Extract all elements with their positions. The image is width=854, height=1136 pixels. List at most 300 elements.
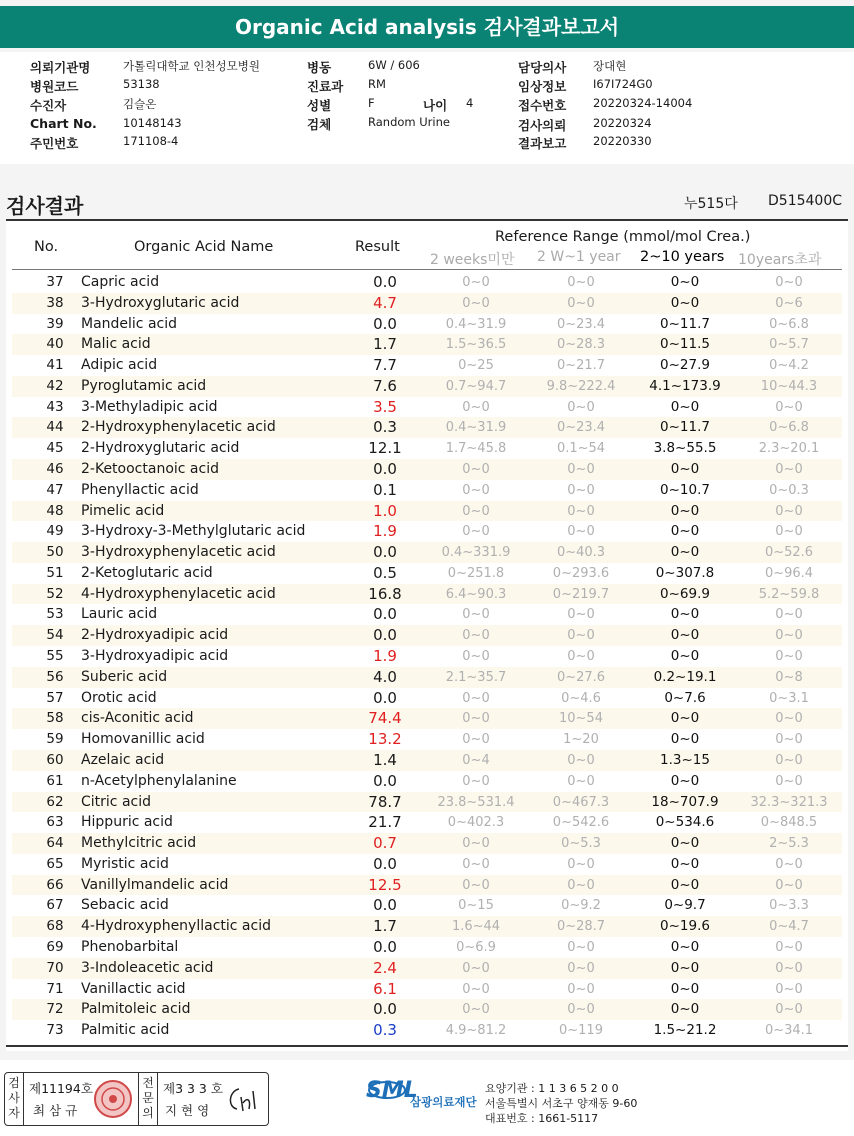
ref-range-over-10y: 0~0	[775, 773, 803, 789]
ref-range-2w-to-1y: 0~293.6	[552, 565, 610, 581]
ref-range-2w-to-1y: 0~542.6	[552, 815, 610, 831]
table-row	[12, 792, 842, 813]
ref-range-over-10y: 0~52.6	[764, 545, 814, 561]
ref-range-over-10y: 0~0	[775, 524, 803, 540]
ref-range-under-2-weeks: 23.8~531.4	[437, 794, 515, 810]
acid-name: cis-Aconitic acid	[81, 710, 194, 727]
table-row	[12, 584, 842, 605]
ref-range-2w-to-1y: 0~119	[559, 1023, 603, 1039]
col-no-header: No.	[34, 239, 59, 255]
ref-range-under-2-weeks: 0~0	[462, 482, 490, 498]
ref-range-2w-to-1y: 0~0	[567, 1002, 595, 1018]
result-value: 0.0	[373, 896, 397, 915]
nuga-code: 누515다	[684, 196, 738, 212]
department-value: RM	[368, 77, 386, 91]
result-value: 0.0	[373, 854, 397, 873]
row-number: 67	[46, 897, 64, 914]
ref-range-2w-to-1y: 0~0	[567, 773, 595, 789]
row-number: 37	[46, 274, 64, 290]
row-number: 73	[46, 1022, 64, 1039]
ref-range-under-2-weeks: 1.7~45.8	[445, 441, 507, 457]
table-row	[12, 771, 842, 792]
ref-range-under-2-weeks: 0~0	[462, 732, 490, 748]
ref-range-2-to-10y: 0~11.7	[660, 419, 710, 436]
acid-name: 2-Hydroxyadipic acid	[81, 627, 229, 644]
ref-range-2w-to-1y: 0~5.3	[561, 836, 601, 852]
age-label: 나이	[423, 98, 448, 113]
results-title: 검사결과	[6, 194, 84, 218]
ref-range-under-2-weeks: 0~0	[462, 836, 490, 852]
ref-range-2w-to-1y: 0~28.3	[556, 337, 606, 353]
header-rule	[12, 269, 842, 270]
chart-no-label: Chart No.	[30, 116, 97, 131]
ref-range-under-2-weeks: 0~0	[462, 524, 490, 540]
ref-range-2w-to-1y: 0~28.7	[556, 919, 606, 935]
ref-range-under-2-weeks: 0.7~94.7	[445, 378, 507, 394]
ref-range-2-to-10y: 0~0	[670, 855, 700, 872]
ref-range-2w-to-1y: 0~0	[567, 462, 595, 478]
ref-range-2-to-10y: 0~0	[670, 980, 700, 997]
department-label: 진료과	[307, 79, 344, 94]
acid-name: 4-Hydroxyphenyllactic acid	[81, 918, 271, 935]
ref-range-2-to-10y: 0~0	[670, 294, 700, 311]
acid-name: Vanillactic acid	[81, 980, 186, 997]
doctor-value: 장대현	[593, 59, 627, 73]
result-value: 0.3	[373, 418, 397, 437]
col-name-header: Organic Acid Name	[134, 239, 274, 255]
signature-box	[4, 1072, 269, 1126]
ref-range-over-10y: 0~0	[775, 732, 803, 748]
result-value: 0.0	[373, 314, 397, 333]
ref-range-over-10y: 5.2~59.8	[758, 586, 820, 602]
ref-range-2w-to-1y: 0~4.6	[561, 690, 601, 706]
ref-range-2-to-10y: 0~534.6	[655, 814, 715, 831]
table-row	[12, 501, 842, 522]
reported-value: 20220330	[593, 134, 652, 148]
row-number: 41	[46, 357, 64, 374]
acid-name: 2-Hydroxyphenylacetic acid	[81, 419, 276, 436]
table-row	[12, 708, 842, 729]
stamp2-label: 전 문 의	[142, 1076, 154, 1120]
row-number: 58	[46, 710, 64, 727]
table-row	[12, 314, 842, 335]
ref-range-over-10y: 0~5.7	[769, 337, 809, 353]
ref-range-under-2-weeks: 0.4~331.9	[441, 545, 511, 561]
ref-range-2-to-10y: 0~0	[670, 876, 700, 893]
ref-range-over-10y: 0~4.2	[769, 358, 809, 374]
ref-range-2-to-10y: 0.2~19.1	[653, 668, 717, 685]
result-value: 0.0	[373, 460, 397, 479]
divider	[23, 1073, 24, 1125]
ref-range-under-2-weeks: 0~402.3	[447, 815, 505, 831]
ref-range-over-10y: 0~0	[775, 462, 803, 478]
table-row	[12, 812, 842, 833]
result-value: 16.8	[368, 584, 402, 603]
ref-range-2w-to-1y: 0~0	[567, 752, 595, 768]
table-row	[12, 667, 842, 688]
ref-range-2-to-10y: 4.1~173.9	[649, 377, 721, 394]
result-value: 7.6	[373, 376, 397, 395]
row-number: 62	[46, 793, 64, 810]
result-value: 6.1	[373, 979, 397, 998]
table-row	[12, 979, 842, 1000]
acid-name: Palmitic acid	[81, 1022, 170, 1039]
row-number: 69	[46, 938, 64, 955]
acid-name: 3-Hydroxyadipic acid	[81, 648, 229, 665]
row-number: 40	[46, 336, 64, 353]
ref-range-2w-to-1y: 0~219.7	[552, 586, 610, 602]
ref-range-2w-to-1y: 9.8~222.4	[546, 378, 616, 394]
hospital-code-label: 병원코드	[30, 79, 79, 94]
row-number: 49	[46, 523, 64, 540]
ward-label: 병동	[307, 60, 332, 75]
table-row	[12, 688, 842, 709]
divider	[157, 1073, 158, 1125]
table-bottom-rule	[6, 1045, 848, 1047]
result-value: 74.4	[368, 709, 402, 728]
ref-col-3-header: 10years초과	[738, 252, 822, 268]
row-number: 46	[46, 461, 64, 478]
examinee-label: 수진자	[30, 98, 67, 113]
table-row	[12, 604, 842, 625]
test-code: D515400C	[768, 193, 842, 209]
sex-value: F	[368, 96, 375, 110]
ref-range-over-10y: 0~4.7	[769, 919, 809, 935]
ref-range-under-2-weeks: 0~0	[462, 295, 490, 311]
result-value: 3.5	[373, 397, 397, 416]
table-row	[12, 646, 842, 667]
row-number: 44	[46, 419, 64, 436]
ref-range-2-to-10y: 0~0	[670, 731, 700, 748]
col-result-header: Result	[355, 239, 400, 255]
table-row	[12, 459, 842, 480]
row-number: 45	[46, 440, 64, 457]
ref-range-2w-to-1y: 0~0	[567, 275, 595, 290]
ref-range-2w-to-1y: 10~54	[559, 711, 603, 727]
ref-range-over-10y: 0~96.4	[764, 565, 814, 581]
ref-range-2w-to-1y: 0.1~54	[556, 441, 606, 457]
ref-range-2-to-10y: 0~0	[670, 274, 700, 290]
result-value: 0.3	[373, 1021, 397, 1040]
institution-label: 의뢰기관명	[30, 60, 91, 75]
table-row	[12, 833, 842, 854]
ref-range-over-10y: 0~3.1	[769, 690, 809, 706]
ref-range-2w-to-1y: 0~23.4	[556, 316, 606, 332]
table-row	[12, 334, 842, 355]
row-number: 57	[46, 689, 64, 706]
result-value: 4.7	[373, 293, 397, 312]
ref-range-over-10y: 0~0	[775, 877, 803, 893]
ref-range-over-10y: 0~0	[775, 1002, 803, 1018]
table-row	[12, 397, 842, 418]
doctor-label: 담당의사	[518, 60, 567, 75]
receipt-label: 접수번호	[518, 98, 567, 113]
ref-range-over-10y: 2~5.3	[769, 836, 809, 852]
table-row	[12, 521, 842, 542]
ref-range-2-to-10y: 0~10.7	[660, 481, 710, 498]
chart-no-value: 10148143	[123, 116, 182, 130]
table-row	[12, 875, 842, 896]
stamp1-label: 검 사 자	[8, 1076, 20, 1120]
specimen-label: 검체	[307, 117, 332, 132]
ref-range-under-2-weeks: 0~0	[462, 1002, 490, 1018]
institution-value: 가톨릭대학교 인천성모병원	[123, 59, 260, 73]
acid-name: Homovanillic acid	[81, 731, 205, 748]
row-number: 59	[46, 731, 64, 748]
ref-range-under-2-weeks: 4.9~81.2	[445, 1023, 507, 1039]
acid-name: 4-Hydroxyphenylacetic acid	[81, 585, 276, 602]
acid-name: Pimelic acid	[81, 502, 165, 519]
row-number: 72	[46, 1001, 64, 1018]
ref-col-1-header: 2 W~1 year	[537, 249, 621, 265]
rrn-label: 주민번호	[30, 136, 79, 151]
ref-range-over-10y: 0~0	[775, 275, 803, 290]
ref-range-2-to-10y: 0~0	[670, 648, 700, 665]
ref-range-over-10y: 0~0	[775, 628, 803, 644]
ref-range-under-2-weeks: 0~0	[462, 628, 490, 644]
result-value: 1.7	[373, 335, 397, 354]
ref-range-2-to-10y: 0~0	[670, 523, 700, 540]
row-number: 68	[46, 918, 64, 935]
ref-range-2-to-10y: 0~0	[670, 959, 700, 976]
clinical-label: 임상정보	[518, 79, 567, 94]
table-row	[12, 272, 842, 293]
ref-range-2w-to-1y: 0~27.6	[556, 669, 606, 685]
acid-name: 3-Methyladipic acid	[81, 398, 218, 415]
result-value: 1.7	[373, 917, 397, 936]
result-value: 1.9	[373, 522, 397, 541]
ref-range-under-2-weeks: 0~0	[462, 856, 490, 872]
ward-value: 6W / 606	[368, 58, 420, 72]
ref-range-2w-to-1y: 0~21.7	[556, 358, 606, 374]
stamp1-name: 최 삼 규	[33, 1103, 78, 1118]
ref-range-2w-to-1y: 0~0	[567, 295, 595, 311]
ref-range-under-2-weeks: 0~25	[458, 358, 494, 374]
row-number: 63	[46, 814, 64, 831]
acid-name: 3-Hydroxyglutaric acid	[81, 294, 240, 311]
acid-name: Citric acid	[81, 793, 151, 810]
signature-icon	[225, 1083, 261, 1115]
ref-range-over-10y: 0~848.5	[760, 815, 818, 831]
result-value: 0.7	[373, 834, 397, 853]
acid-name: Adipic acid	[81, 357, 158, 374]
acid-name: Pyroglutamic acid	[81, 377, 207, 394]
patient-info	[0, 52, 854, 164]
acid-name: Palmitoleic acid	[81, 1001, 191, 1018]
row-number: 61	[46, 772, 64, 789]
table-row	[12, 895, 842, 916]
hospital-code-value: 53138	[123, 77, 160, 91]
ref-range-over-10y: 0~3.3	[769, 898, 809, 914]
ref-range-under-2-weeks: 0~0	[462, 960, 490, 976]
result-value: 0.0	[373, 937, 397, 956]
row-number: 60	[46, 751, 64, 768]
reported-label: 결과보고	[518, 136, 567, 151]
ref-range-2w-to-1y: 0~40.3	[556, 545, 606, 561]
result-value: 0.0	[373, 273, 397, 291]
ref-range-under-2-weeks: 0~0	[462, 877, 490, 893]
ref-range-under-2-weeks: 0~0	[462, 711, 490, 727]
ref-range-2w-to-1y: 0~0	[567, 960, 595, 976]
ref-range-under-2-weeks: 6.4~90.3	[445, 586, 507, 602]
table-row	[12, 729, 842, 750]
ref-range-under-2-weeks: 0~0	[462, 503, 490, 519]
results-table	[6, 219, 848, 1051]
acid-name: 3-Indoleacetic acid	[81, 959, 214, 976]
result-value: 0.0	[373, 1000, 397, 1019]
ref-range-over-10y: 0~6.8	[769, 420, 809, 436]
result-value: 7.7	[373, 356, 397, 375]
ref-range-2w-to-1y: 0~23.4	[556, 420, 606, 436]
ref-range-over-10y: 0~0	[775, 649, 803, 665]
acid-name: Sebacic acid	[81, 897, 169, 914]
acid-name: Myristic acid	[81, 855, 169, 872]
ref-range-over-10y: 0~0	[775, 752, 803, 768]
ref-col-0-header: 2 weeks미만	[430, 252, 515, 268]
ref-range-2w-to-1y: 0~0	[567, 981, 595, 997]
table-row	[12, 854, 842, 875]
receipt-value: 20220324-14004	[593, 96, 693, 110]
ref-range-over-10y: 0~8	[775, 669, 803, 685]
ref-range-over-10y: 0~0	[775, 711, 803, 727]
org-name: 삼광의료재단	[410, 1095, 477, 1109]
table-row	[12, 376, 842, 397]
ref-range-under-2-weeks: 0~0	[462, 649, 490, 665]
result-value: 21.7	[368, 813, 402, 832]
ref-range-under-2-weeks: 0~6.9	[456, 939, 496, 955]
ref-range-2-to-10y: 0~11.7	[660, 315, 710, 332]
ref-range-2-to-10y: 0~27.9	[660, 357, 710, 374]
ref-range-2-to-10y: 0~9.7	[664, 897, 706, 914]
ref-range-under-2-weeks: 0~0	[462, 275, 490, 290]
ref-range-2-to-10y: 0~0	[670, 606, 700, 623]
row-number: 54	[46, 627, 64, 644]
ref-range-over-10y: 0~6.8	[769, 316, 809, 332]
ref-range-over-10y: 0~0	[775, 981, 803, 997]
table-row	[12, 999, 842, 1020]
ref-range-under-2-weeks: 0~251.8	[447, 565, 505, 581]
ref-range-2w-to-1y: 0~0	[567, 628, 595, 644]
ref-range-under-2-weeks: 0.4~31.9	[445, 316, 507, 332]
row-number: 38	[46, 294, 64, 311]
table-row	[12, 750, 842, 771]
ref-range-2w-to-1y: 0~0	[567, 939, 595, 955]
table-row	[12, 937, 842, 958]
result-value: 78.7	[368, 792, 402, 811]
ref-range-2w-to-1y: 0~0	[567, 877, 595, 893]
ref-range-2w-to-1y: 0~0	[567, 607, 595, 623]
ref-range-2-to-10y: 0~0	[670, 544, 700, 561]
ref-range-2-to-10y: 0~307.8	[655, 564, 715, 581]
row-number: 39	[46, 315, 64, 332]
ref-range-over-10y: 2.3~20.1	[758, 441, 820, 457]
ref-range-over-10y: 0~0	[775, 503, 803, 519]
ref-range-2-to-10y: 0~69.9	[660, 585, 710, 602]
ref-range-2-to-10y: 3.8~55.5	[653, 440, 717, 457]
acid-name: Phenyllactic acid	[81, 481, 199, 498]
result-value: 0.0	[373, 543, 397, 562]
row-number: 42	[46, 377, 64, 394]
acid-name: Malic acid	[81, 336, 151, 353]
row-number: 71	[46, 980, 64, 997]
acid-name: 2-Hydroxyglutaric acid	[81, 440, 240, 457]
acid-name: Vanillylmandelic acid	[81, 876, 229, 893]
acid-name: 3-Hydroxy-3-Methylglutaric acid	[81, 523, 306, 540]
ref-range-2-to-10y: 0~0	[670, 461, 700, 478]
ref-range-2-to-10y: 0~0	[670, 938, 700, 955]
acid-name: Phenobarbital	[81, 938, 179, 955]
ref-range-under-2-weeks: 0~0	[462, 690, 490, 706]
result-value: 4.0	[373, 667, 397, 686]
result-value: 0.0	[373, 688, 397, 707]
ref-range-2-to-10y: 1.3~15	[660, 751, 710, 768]
table-row	[12, 1020, 842, 1041]
ref-range-2w-to-1y: 0~467.3	[552, 794, 610, 810]
ref-range-under-2-weeks: 1.6~44	[451, 919, 501, 935]
result-value: 13.2	[368, 730, 402, 749]
row-number: 55	[46, 648, 64, 665]
report-title: Organic Acid analysis 검사결과보고서	[0, 6, 854, 48]
ref-range-under-2-weeks: 0~0	[462, 462, 490, 478]
ref-range-2w-to-1y: 0~9.2	[561, 898, 601, 914]
row-number: 50	[46, 544, 64, 561]
acid-name: 3-Hydroxyphenylacetic acid	[81, 544, 276, 561]
ref-range-over-10y: 0~34.1	[764, 1023, 814, 1039]
acid-name: Methylcitric acid	[81, 835, 197, 852]
clinical-value: I67I724G0	[593, 77, 653, 91]
ref-range-2-to-10y: 0~0	[670, 772, 700, 789]
age-value: 4	[466, 96, 474, 110]
ref-range-under-2-weeks: 0.4~31.9	[445, 420, 507, 436]
row-number: 66	[46, 876, 64, 893]
table-row	[12, 542, 842, 563]
ref-range-2w-to-1y: 1~20	[563, 732, 599, 748]
row-number: 43	[46, 398, 64, 415]
ref-range-over-10y: 0~6	[775, 295, 803, 311]
divider	[138, 1073, 139, 1125]
acid-name: Orotic acid	[81, 689, 157, 706]
ref-range-over-10y: 0~0	[775, 607, 803, 623]
requested-value: 20220324	[593, 116, 652, 130]
result-value: 0.1	[373, 480, 397, 499]
ref-range-2-to-10y: 0~11.5	[660, 336, 710, 353]
footer-line-2: 서울특별시 서초구 양재동 9-60	[485, 1097, 638, 1110]
ref-range-header: Reference Range (mmol/mol Crea.)	[495, 229, 751, 245]
row-number: 47	[46, 481, 64, 498]
acid-name: 2-Ketoglutaric acid	[81, 564, 213, 581]
footer-line-3: 대표번호 : 1661-5117	[485, 1112, 599, 1125]
ref-range-under-2-weeks: 0~0	[462, 981, 490, 997]
ref-range-over-10y: 0~0	[775, 960, 803, 976]
acid-name: n-Acetylphenylalanine	[81, 772, 237, 789]
row-number: 64	[46, 835, 64, 852]
ref-range-2-to-10y: 1.5~21.2	[653, 1022, 717, 1039]
ref-range-over-10y: 10~44.3	[760, 378, 818, 394]
ref-range-2w-to-1y: 0~0	[567, 482, 595, 498]
acid-name: Suberic acid	[81, 668, 168, 685]
table-row	[12, 563, 842, 584]
stamp1-number: 제11194호	[29, 1081, 93, 1096]
table-row	[12, 958, 842, 979]
ref-range-over-10y: 0~0	[775, 856, 803, 872]
result-value: 12.1	[368, 439, 402, 458]
row-number: 65	[46, 855, 64, 872]
row-number: 48	[46, 502, 64, 519]
result-value: 1.4	[373, 750, 397, 769]
table-row	[12, 916, 842, 937]
rrn-value: 171108-4	[123, 134, 179, 148]
specimen-value: Random Urine	[368, 115, 450, 129]
